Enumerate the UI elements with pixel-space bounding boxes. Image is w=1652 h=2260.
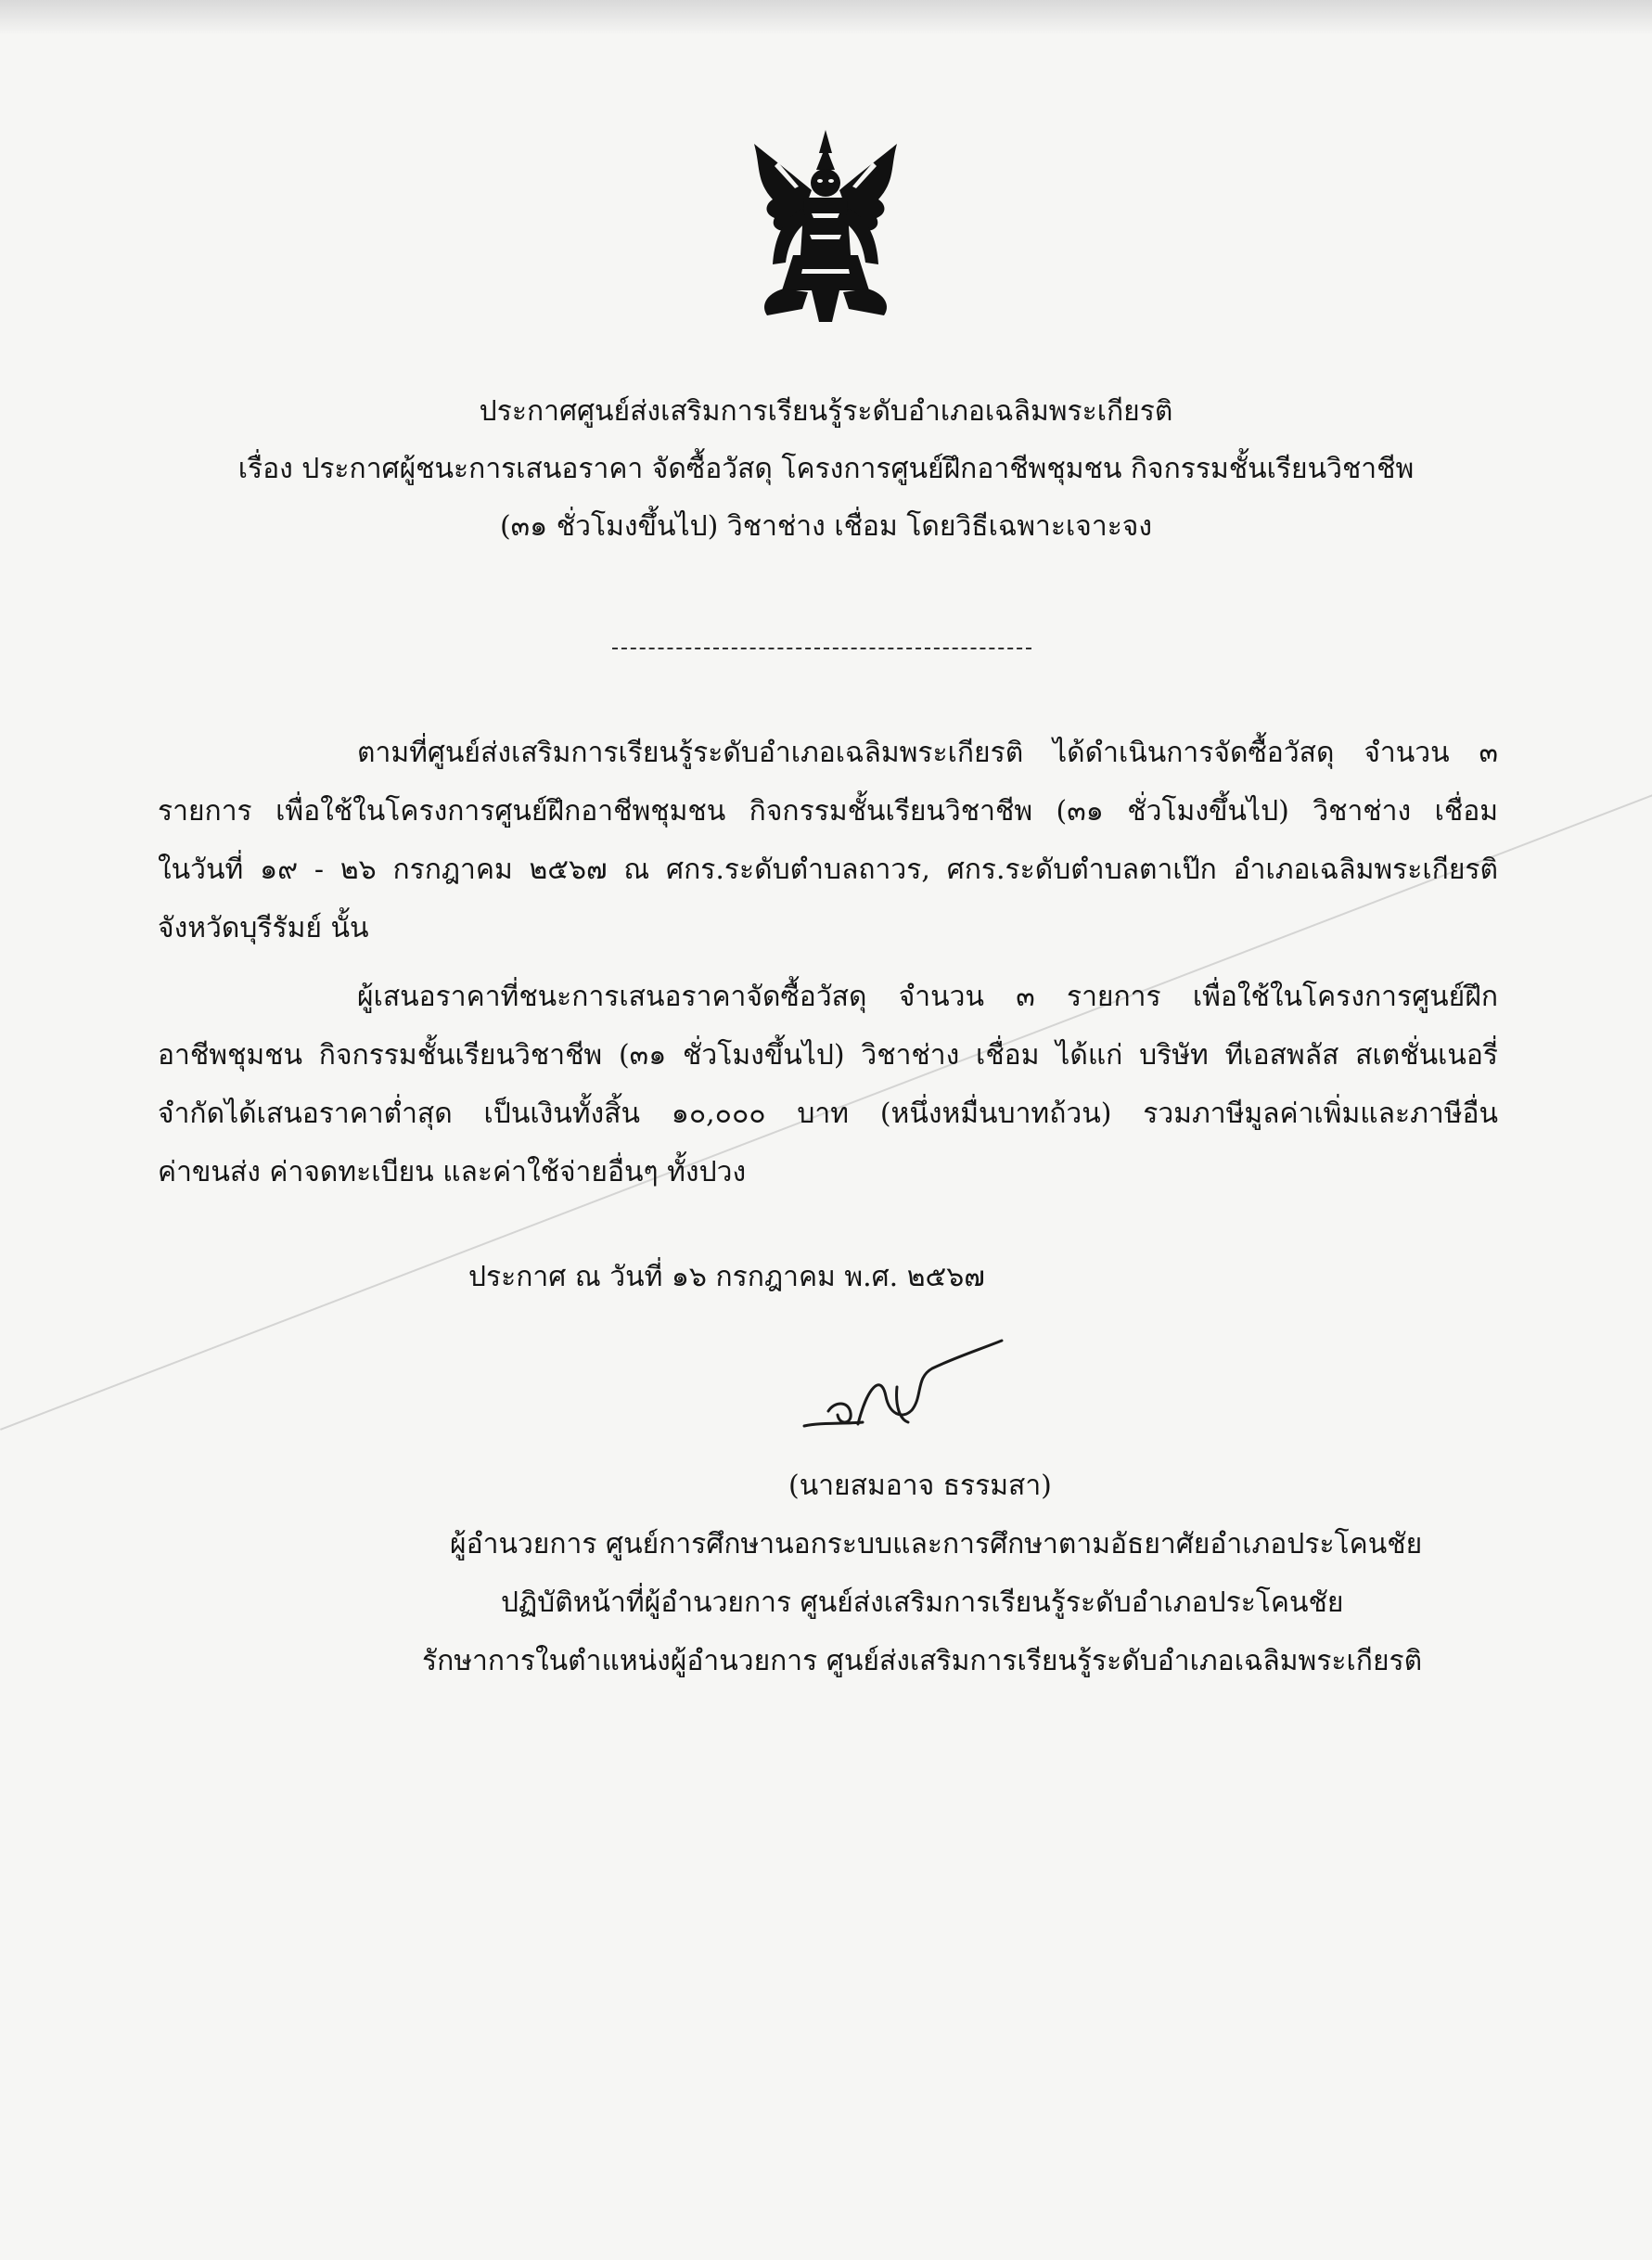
announcement-date: ประกาศ ณ วันที่ ๑๖ กรกฎาคม พ.ศ. ๒๕๖๗ [468,1261,985,1293]
paragraph-2-line-2: อาชีพชุมชน กิจกรรมชั้นเรียนวิชาชีพ (๓๑ ชั่วโมงขึ้นไป) วิชาช่าง เชื่อม ได้แก่ บริษัท ทีเอสพลัส สเตชั่นเนอรี่ [158,1039,1498,1072]
subject-line-2: (๓๑ ชั่วโมงขึ้นไป) วิชาช่าง เชื่อม โดยวิธีเฉพาะเจาะจง [499,510,1153,543]
page-top-shadow [0,0,1652,35]
paragraph-1-line-2: รายการ เพื่อใช้ในโครงการศูนย์ฝึกอาชีพชุมชน กิจกรรมชั้นเรียนวิชาชีพ (๓๑ ชั่วโมงขึ้นไป) วิชาช่าง เชื่อม [158,795,1498,828]
paragraph-1-line-1: ตามที่ศูนย์ส่งเสริมการเรียนรู้ระดับอำเภอเฉลิมพระเกียรติ ได้ดำเนินการจัดซื้อวัสดุ จำนวน ๓ [357,737,1498,769]
announcement-title: ประกาศศูนย์ส่งเสริมการเรียนรู้ระดับอำเภอเฉลิมพระเกียรติ [479,395,1173,428]
paragraph-2-line-4: ค่าขนส่ง ค่าจดทะเบียน และค่าใช้จ่ายอื่นๆ ทั้งปวง [158,1156,747,1188]
paragraph-1-line-4: จังหวัดบุรีรัมย์ นั้น [158,912,369,944]
signer-name: (นายสมอาจ ธรรมสา) [788,1470,1052,1502]
handwritten-signature-icon [793,1322,1006,1443]
garuda-emblem-icon [747,125,904,325]
paragraph-1-line-3: ในวันที่ ๑๙ - ๒๖ กรกฎาคม ๒๕๖๗ ณ ศกร.ระดับตำบลถาวร, ศกร.ระดับตำบลตาเป๊ก อำเภอเฉลิมพระเกียรติ [158,854,1498,886]
title-divider [612,648,1031,649]
paragraph-2-line-3: จำกัดได้เสนอราคาต่ำสุด เป็นเงินทั้งสิ้น ๑๐,๐๐๐ บาท (หนึ่งหมื่นบาทถ้วน) รวมภาษีมูลค่าเพิ่มและภาษีอื่น [158,1098,1498,1130]
signer-position-3: รักษาการในตำแหน่งผู้อำนวยการ ศูนย์ส่งเสริมการเรียนรู้ระดับอำเภอเฉลิมพระเกียรติ [422,1645,1423,1677]
subject-line-1: เรื่อง ประกาศผู้ชนะการเสนอราคา จัดซื้อวัสดุ โครงการศูนย์ฝึกอาชีพชุมชน กิจกรรมชั้นเรียนวิชาชีพ [237,453,1415,485]
paragraph-2-line-1: ผู้เสนอราคาที่ชนะการเสนอราคาจัดซื้อวัสดุ จำนวน ๓ รายการ เพื่อใช้ในโครงการศูนย์ฝึก [357,981,1498,1013]
signer-position-1: ผู้อำนวยการ ศูนย์การศึกษานอกระบบและการศึกษาตามอัธยาศัยอำเภอประโคนชัย [450,1528,1423,1560]
signer-position-2: ปฏิบัติหน้าที่ผู้อำนวยการ ศูนย์ส่งเสริมการเรียนรู้ระดับอำเภอประโคนชัย [501,1586,1344,1619]
